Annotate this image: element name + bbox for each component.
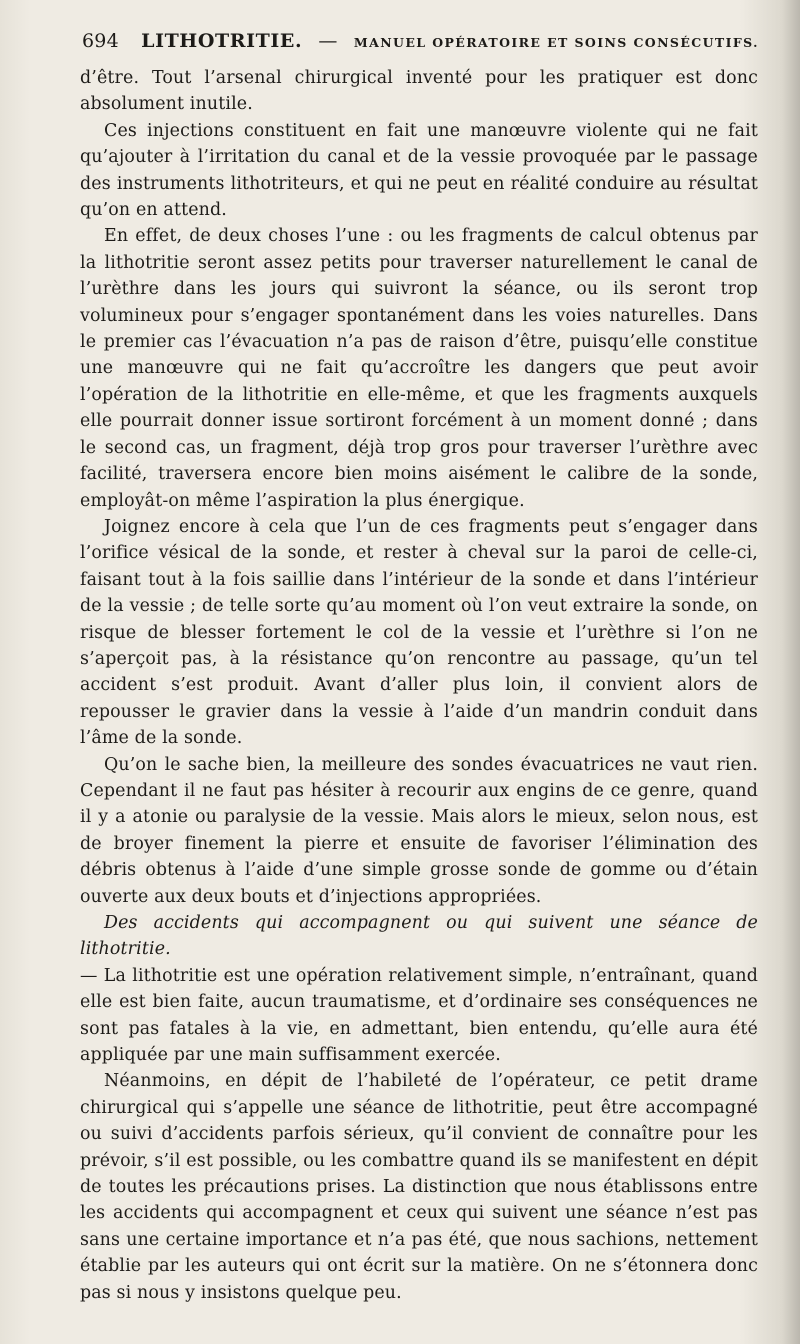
- page-edge-shadow: [782, 0, 800, 1344]
- header-title: LITHOTRITIE.: [141, 30, 303, 52]
- header-dash: —: [318, 30, 338, 52]
- paragraph-5: Qu’on le sache bien, la meilleure des sondes évacuatrices ne vaut rien. Cependant il ne faut pas hésiter à recourir aux engins de ce genre, quand il y a atonie ou paralysie de la vessie. Mais alors le mieux, selon nous, est de broyer finement la pierre et ensuite de favoriser l’élimination des débris obtenus à l’aide d’une simple grosse sonde de gomme ou d’étain ouverte aux deux bouts et d’injections appropriées.: [80, 754, 758, 907]
- paragraph-6-text: — La lithotritie est une opération relativement simple, n’entraînant, quand elle est bien faite, aucun traumatisme, et d’ordinaire ses conséquences ne sont pas fatales à la vie, en admettant, bien entendu, qu’elle aura été appliquée par une main suffisamment exercée.: [80, 965, 758, 1066]
- running-header: [82, 30, 762, 58]
- paragraph-3: En effet, de deux choses l’une : ou les fragments de calcul obtenus par la lithotritie seront assez petits pour traverser naturellement le canal de l’urèthre dans les jours qui suivront la séance, ou ils seront trop volumineux pour s’engager spontanément dans les voies naturelles. Dans le premier cas l’évacuation n’a pas de raison d’être, puisqu’elle constitue une manœuvre qui ne fait qu’accroître les dangers que peut avoir l’opération de la lithotritie en elle-même, et que les fragments auxquels elle pourrait donner issue sortiront forcément à un moment donné ; dans le second cas, un fragment, déjà trop gros pour traverser l’urèthre avec facilité, traversera encore bien moins aisément le calibre de la sonde, employât-on même l’aspiration la plus énergique.: [80, 226, 758, 511]
- body-text: [80, 65, 758, 1306]
- paragraph-7: Néanmoins, en dépit de l’habileté de l’opérateur, ce petit drame chirurgical qui s’appelle une séance de lithotritie, peut être accompagné ou suivi d’accidents parfois sérieux, qu’il convient de connaître pour les prévoir, s’il est possible, ou les combattre quand ils se manifestent en dépit de toutes les précautions prises. La distinction que nous établissons entre les accidents qui accompagnent et ceux qui suivent une séance n’est pas sans une certaine importance et n’a pas été, que nous sachions, nettement établie par les auteurs qui ont écrit sur la matière. On ne s’étonnera donc pas si nous y insistons quelque peu.: [80, 1071, 758, 1303]
- paragraph-1: d’être. Tout l’arsenal chirurgical inventé pour les pratiquer est donc absolument inutile.: [80, 68, 758, 115]
- paragraph-6: [80, 910, 758, 1068]
- section-heading-accidents: Des accidents qui accompagnent ou qui suivent une séance de lithotritie.: [80, 913, 758, 960]
- page-number: 694: [82, 30, 119, 52]
- header-subtitle: MANUEL OPÉRATOIRE ET SOINS CONSÉCUTIFS.: [353, 35, 759, 50]
- paragraph-4: Joignez encore à cela que l’un de ces fragments peut s’engager dans l’orifice vésical de la sonde, et rester à cheval sur la paroi de celle-ci, faisant tout à la fois saillie dans l’intérieur de la sonde et dans l’intérieur de la vessie ; de telle sorte qu’au moment où l’on veut extraire la sonde, on risque de blesser fortement le col de la vessie et l’urèthre si l’on ne s’aperçoit pas, à la résistance qu’on rencontre au passage, qu’un tel accident s’est produit. Avant d’aller plus loin, il convient alors de repousser le gravier dans la vessie à l’aide d’un mandrin conduit dans l’âme de la sonde.: [80, 516, 758, 749]
- paragraph-2: Ces injections constituent en fait une manœuvre violente qui ne fait qu’ajouter à l’irritation du canal et de la vessie provoquée par le passage des instruments lithotriteurs, et qui ne peut en réalité conduire au résultat qu’on en attend.: [80, 120, 758, 221]
